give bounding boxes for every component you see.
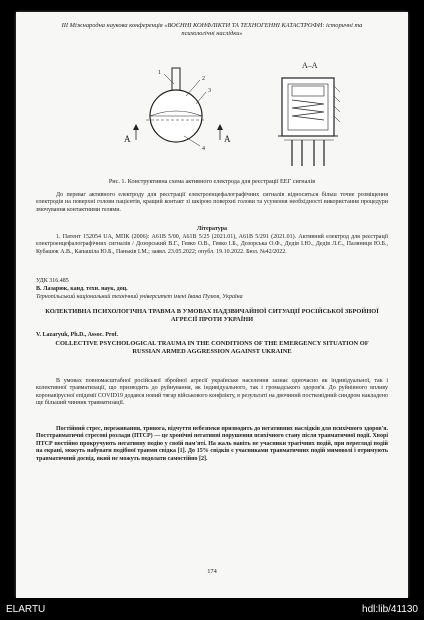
author-ua: В. Лазарюк, канд. техн. наук, доц. <box>36 286 128 292</box>
affiliation: Тернопільський національний технічний університет імені Івана Пулюя, Україна <box>36 294 243 300</box>
footer-bar <box>0 598 424 620</box>
section-label-right: A <box>224 134 231 144</box>
article-title-ua: КОЛЕКТИВНА ПСИХОЛОГІЧНА ТРАВМА В УМОВАХ НАДЗВИЧАЙНОЇ СИТУАЦІЇ РОСІЙСЬКОЇ ЗБРОЙНОЇ АГРЕСІЇ ПРОТИ УКРАЇНИ <box>45 308 379 323</box>
conference-header: ІІІ Міжнародна наукова конференція «ВОЄННІ КОНФЛІКТИ ТА ТЕХНОГЕННІ КАТАСТРОФИ: історичні та психологічні наслідки» <box>61 22 363 37</box>
article-title-en: COLLECTIVE PSYCHOLOGICAL TRAUMA IN THE CONDITIONS OF THE EMERGENCY SITUATION OF RUSSIAN ARMED AGGRESSION AGAINST UKRAINE <box>55 340 369 355</box>
paragraph-advantage: До переваг активного електроду для реєстрації електроенцефалографічних сигналів відноситься більш точне розміщення електродів на поверхні голови пацієнтів, кращий контакт зі шкірою поверхні голови та усунення необхідності використання процедури змочування контактними гелями. <box>36 192 388 213</box>
electrode-figure <box>106 56 366 174</box>
literature-item-1: 1. Патент 152054 UA, МПК (2006): A61B 5/00, A61B 5/25 (2021.01), A61B 5/291 (2021.01). Активний електрод для реєстрації електроенцефалографічних сигналів / Дозорський В.Г., Гевко О.В., Гевко І.Б., Дозорська О.Ф., Дедів І.Ю., Дедів Л.Є., Паляниця Ю.Б., Кубашок А.В., Капашіла Ю.Б., Паньків І.М.; заявл. 23.05.2022; опубл. 19.10.2022. Бюл. №42/2022. <box>36 234 388 255</box>
figure-caption: Рис. 1. Конструктивна схема активного електрода для реєстрації ЕЕГ сигналів <box>108 178 316 185</box>
author-en: V. Lazaryuk, Ph.D., Assoc. Prof. <box>36 332 118 338</box>
page-number: 174 <box>207 568 217 575</box>
footer-handle-link[interactable]: hdl:lib/41130 <box>362 604 418 615</box>
paragraph-2: Постійний стрес, переживання, тривога, відчуття небезпеки призводить до негативних наслідків для психічного здоров'я. Посттравматичні стресові розлади (ПТСР) — це хронічні негативні порушення психічного стану після травматичної події. Хворі ПТСР постійно прокручують негативну подію у своїй пам'яті. На жаль навіть не учасники трагічних подій, при перегляді подій на екрані, можуть набувати подібної травми свідка [1]. До 15% свідків є учасниками травматичних подій мимоволі і отримують травматичний досвід, який не можуть подолати самостійно [2]. <box>36 426 388 462</box>
label-num-4: 4 <box>202 146 205 152</box>
paragraph-1: В умовах повномасштабної російської збройної агресії українське населення зазнає одночасно як індивідуальної, так і колективної травматизації, що призводить до руйнування, як індивідуального, так і громадського здоров'я. До руйнівного впливу коронавірусної епідемії COVID19 додався новий тягар військового конфлікту, в результаті на двочиннй постковідний синдром накладено ще більший чинник травматизації. <box>36 378 388 407</box>
section-title: A–A <box>302 61 318 70</box>
literature-title: Література <box>196 226 228 232</box>
electrode-housing <box>282 78 334 136</box>
document-page <box>16 12 408 598</box>
label-num-1: 1 <box>158 70 161 76</box>
footer-repository-name: ELARTU <box>6 604 46 615</box>
udk-code: УДК 316.485 <box>36 278 69 284</box>
section-label-left: A <box>124 134 131 144</box>
label-num-3: 3 <box>208 88 211 94</box>
label-num-2: 2 <box>202 76 205 82</box>
